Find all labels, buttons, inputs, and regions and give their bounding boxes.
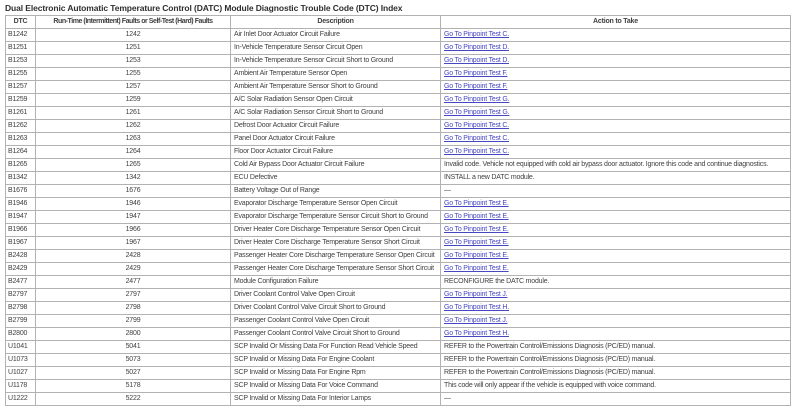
dtc-code-cell: B1253 [6, 55, 36, 68]
dtc-code-cell: U1041 [6, 341, 36, 354]
col-header-description: Description [231, 16, 441, 29]
pinpoint-test-link[interactable]: Go To Pinpoint Test J. [444, 291, 508, 298]
col-header-faults: Run-Time (Intermittent) Faults or Self-Test (Hard) Faults [36, 16, 231, 29]
description-cell: Evaporator Discharge Temperature Sensor Open Circuit [231, 198, 441, 211]
table-row [6, 107, 791, 120]
action-cell [441, 315, 791, 328]
fault-number-cell: 5178 [36, 380, 231, 393]
fault-number-cell: 1255 [36, 68, 231, 81]
table-row [6, 81, 791, 94]
dtc-code-cell: B2797 [6, 289, 36, 302]
action-cell [441, 42, 791, 55]
table-row [6, 367, 791, 380]
fault-number-cell: 1946 [36, 198, 231, 211]
pinpoint-test-link[interactable]: Go To Pinpoint Test G. [444, 109, 510, 116]
description-cell: Passenger Coolant Control Valve Circuit Short to Ground [231, 328, 441, 341]
dtc-code-cell: B1255 [6, 68, 36, 81]
fault-number-cell: 2798 [36, 302, 231, 315]
table-body [6, 29, 791, 406]
action-cell [441, 263, 791, 276]
description-cell: Defrost Door Actuator Circuit Failure [231, 120, 441, 133]
fault-number-cell: 1259 [36, 94, 231, 107]
action-cell [441, 224, 791, 237]
action-cell [441, 133, 791, 146]
dtc-code-cell: B1257 [6, 81, 36, 94]
fault-number-cell: 1253 [36, 55, 231, 68]
description-cell: Panel Door Actuator Circuit Failure [231, 133, 441, 146]
description-cell: Driver Coolant Control Valve Circuit Short to Ground [231, 302, 441, 315]
action-cell [441, 198, 791, 211]
dtc-code-cell: U1222 [6, 393, 36, 406]
description-cell: Module Configuration Failure [231, 276, 441, 289]
dtc-code-cell: B1967 [6, 237, 36, 250]
table-row [6, 133, 791, 146]
fault-number-cell: 5027 [36, 367, 231, 380]
table-row [6, 237, 791, 250]
description-cell: Air Inlet Door Actuator Circuit Failure [231, 29, 441, 42]
description-cell: Cold Air Bypass Door Actuator Circuit Failure [231, 159, 441, 172]
pinpoint-test-link[interactable]: Go To Pinpoint Test J. [444, 317, 508, 324]
fault-number-cell: 1262 [36, 120, 231, 133]
table-row [6, 42, 791, 55]
dtc-code-cell: U1027 [6, 367, 36, 380]
fault-number-cell: 2800 [36, 328, 231, 341]
pinpoint-test-link[interactable]: Go To Pinpoint Test E. [444, 252, 509, 259]
action-cell [441, 159, 791, 172]
description-cell: Driver Heater Core Discharge Temperature Sensor Short Circuit [231, 237, 441, 250]
description-cell: ECU Defective [231, 172, 441, 185]
action-cell [441, 185, 791, 198]
description-cell: Evaporator Discharge Temperature Sensor Circuit Short to Ground [231, 211, 441, 224]
dtc-code-cell: B1947 [6, 211, 36, 224]
pinpoint-test-link[interactable]: Go To Pinpoint Test G. [444, 96, 510, 103]
pinpoint-test-link[interactable]: Go To Pinpoint Test H. [444, 304, 509, 311]
table-row [6, 302, 791, 315]
dtc-code-cell: B2798 [6, 302, 36, 315]
action-cell [441, 55, 791, 68]
description-cell: SCP Invalid or Missing Data For Engine Coolant [231, 354, 441, 367]
action-cell [441, 68, 791, 81]
table-row [6, 341, 791, 354]
action-text: This code will only appear if the vehicle is equipped with voice command. [444, 382, 656, 389]
table-row [6, 354, 791, 367]
dtc-code-cell: B1259 [6, 94, 36, 107]
description-cell: Passenger Coolant Control Valve Open Circuit [231, 315, 441, 328]
action-cell [441, 81, 791, 94]
dtc-code-cell: B1265 [6, 159, 36, 172]
pinpoint-test-link[interactable]: Go To Pinpoint Test E. [444, 226, 509, 233]
dtc-code-cell: B2799 [6, 315, 36, 328]
table-row [6, 263, 791, 276]
table-row [6, 393, 791, 406]
pinpoint-test-link[interactable]: Go To Pinpoint Test E. [444, 239, 509, 246]
description-cell: In-Vehicle Temperature Sensor Circuit Short to Ground [231, 55, 441, 68]
table-row [6, 276, 791, 289]
action-cell [441, 354, 791, 367]
table-row [6, 211, 791, 224]
dtc-code-cell: B1261 [6, 107, 36, 120]
fault-number-cell: 1242 [36, 29, 231, 42]
table-row [6, 198, 791, 211]
action-cell [441, 341, 791, 354]
action-cell [441, 146, 791, 159]
fault-number-cell: 5041 [36, 341, 231, 354]
dtc-code-cell: B2477 [6, 276, 36, 289]
dtc-code-cell: B1342 [6, 172, 36, 185]
fault-number-cell: 1967 [36, 237, 231, 250]
fault-number-cell: 2477 [36, 276, 231, 289]
dtc-code-cell: B1263 [6, 133, 36, 146]
pinpoint-test-link[interactable]: Go To Pinpoint Test C. [444, 135, 509, 142]
action-text: RECONFIGURE the DATC module. [444, 278, 550, 285]
table-row [6, 185, 791, 198]
action-cell [441, 237, 791, 250]
fault-number-cell: 2428 [36, 250, 231, 263]
action-cell [441, 250, 791, 263]
dtc-code-cell: B1946 [6, 198, 36, 211]
table-row [6, 172, 791, 185]
pinpoint-test-link[interactable]: Go To Pinpoint Test F. [444, 70, 508, 77]
dtc-code-cell: B2800 [6, 328, 36, 341]
page-title: Dual Electronic Automatic Temperature Control (DATC) Module Diagnostic Trouble Code (DTC) Index [5, 3, 403, 13]
table-row [6, 328, 791, 341]
table-row [6, 68, 791, 81]
table-row [6, 250, 791, 263]
description-cell: A/C Solar Radiation Sensor Circuit Short to Ground [231, 107, 441, 120]
fault-number-cell: 5073 [36, 354, 231, 367]
pinpoint-test-link[interactable]: Go To Pinpoint Test D. [444, 44, 509, 51]
description-cell: Ambient Air Temperature Sensor Short to Ground [231, 81, 441, 94]
pinpoint-test-link[interactable]: Go To Pinpoint Test E. [444, 200, 509, 207]
description-cell: SCP Invalid Or Missing Data For Function Read Vehicle Speed [231, 341, 441, 354]
dtc-code-cell: U1178 [6, 380, 36, 393]
action-text: — [444, 187, 451, 194]
fault-number-cell: 1342 [36, 172, 231, 185]
description-cell: Battery Voltage Out of Range [231, 185, 441, 198]
table-row [6, 146, 791, 159]
fault-number-cell: 1264 [36, 146, 231, 159]
fault-number-cell: 1966 [36, 224, 231, 237]
table-row [6, 289, 791, 302]
table-row [6, 55, 791, 68]
action-text: INSTALL a new DATC module. [444, 174, 535, 181]
description-cell: In-Vehicle Temperature Sensor Circuit Open [231, 42, 441, 55]
fault-number-cell: 1263 [36, 133, 231, 146]
fault-number-cell: 2429 [36, 263, 231, 276]
pinpoint-test-link[interactable]: Go To Pinpoint Test C. [444, 148, 509, 155]
col-header-action: Action to Take [441, 16, 791, 29]
description-cell: SCP Invalid or Missing Data For Engine Rpm [231, 367, 441, 380]
col-header-dtc: DTC [6, 16, 36, 29]
table-row [6, 29, 791, 42]
table-row [6, 120, 791, 133]
action-cell [441, 302, 791, 315]
description-cell: Ambient Air Temperature Sensor Open [231, 68, 441, 81]
fault-number-cell: 1251 [36, 42, 231, 55]
action-cell [441, 94, 791, 107]
action-cell [441, 328, 791, 341]
action-cell [441, 289, 791, 302]
fault-number-cell: 1676 [36, 185, 231, 198]
dtc-code-cell: B2428 [6, 250, 36, 263]
fault-number-cell: 5222 [36, 393, 231, 406]
table-row [6, 380, 791, 393]
description-cell: Driver Coolant Control Valve Open Circuit [231, 289, 441, 302]
fault-number-cell: 2799 [36, 315, 231, 328]
action-text: — [444, 395, 451, 402]
action-cell [441, 211, 791, 224]
pinpoint-test-link[interactable]: Go To Pinpoint Test E. [444, 265, 509, 272]
action-cell [441, 172, 791, 185]
table-row [6, 224, 791, 237]
fault-number-cell: 1257 [36, 81, 231, 94]
table-row [6, 315, 791, 328]
action-text: REFER to the Powertrain Control/Emissions Diagnosis (PC/ED) manual. [444, 356, 656, 363]
fault-number-cell: 1265 [36, 159, 231, 172]
description-cell: Driver Heater Core Discharge Temperature Sensor Open Circuit [231, 224, 441, 237]
pinpoint-test-link[interactable]: Go To Pinpoint Test E. [444, 213, 509, 220]
fault-number-cell: 1261 [36, 107, 231, 120]
fault-number-cell: 2797 [36, 289, 231, 302]
fault-number-cell: 1947 [36, 211, 231, 224]
action-text: REFER to the Powertrain Control/Emissions Diagnosis (PC/ED) manual. [444, 369, 656, 376]
action-cell [441, 367, 791, 380]
description-cell: SCP Invalid or Missing Data For Interior Lamps [231, 393, 441, 406]
action-cell [441, 380, 791, 393]
description-cell: Floor Door Actuator Circuit Failure [231, 146, 441, 159]
description-cell: Passenger Heater Core Discharge Temperature Sensor Open Circuit [231, 250, 441, 263]
dtc-code-cell: B1264 [6, 146, 36, 159]
action-cell [441, 276, 791, 289]
pinpoint-test-link[interactable]: Go To Pinpoint Test D. [444, 57, 509, 64]
dtc-table [5, 15, 791, 406]
table-header-row [6, 16, 791, 29]
table-row [6, 159, 791, 172]
description-cell: Passenger Heater Core Discharge Temperature Sensor Short Circuit [231, 263, 441, 276]
dtc-code-cell: B1251 [6, 42, 36, 55]
pinpoint-test-link[interactable]: Go To Pinpoint Test H. [444, 330, 509, 337]
action-cell [441, 29, 791, 42]
dtc-code-cell: U1073 [6, 354, 36, 367]
table-row [6, 94, 791, 107]
action-cell [441, 107, 791, 120]
pinpoint-test-link[interactable]: Go To Pinpoint Test F. [444, 83, 508, 90]
action-cell [441, 393, 791, 406]
description-cell: SCP Invalid or Missing Data For Voice Command [231, 380, 441, 393]
dtc-code-cell: B1676 [6, 185, 36, 198]
dtc-code-cell: B2429 [6, 263, 36, 276]
dtc-code-cell: B1242 [6, 29, 36, 42]
dtc-code-cell: B1966 [6, 224, 36, 237]
description-cell: A/C Solar Radiation Sensor Open Circuit [231, 94, 441, 107]
action-text: Invalid code. Vehicle not equipped with cold air bypass door actuator. Ignore this code and continue diagnostics. [444, 161, 769, 168]
pinpoint-test-link[interactable]: Go To Pinpoint Test C. [444, 122, 509, 129]
action-text: REFER to the Powertrain Control/Emissions Diagnosis (PC/ED) manual. [444, 343, 656, 350]
pinpoint-test-link[interactable]: Go To Pinpoint Test C. [444, 31, 509, 38]
action-cell [441, 120, 791, 133]
dtc-code-cell: B1262 [6, 120, 36, 133]
